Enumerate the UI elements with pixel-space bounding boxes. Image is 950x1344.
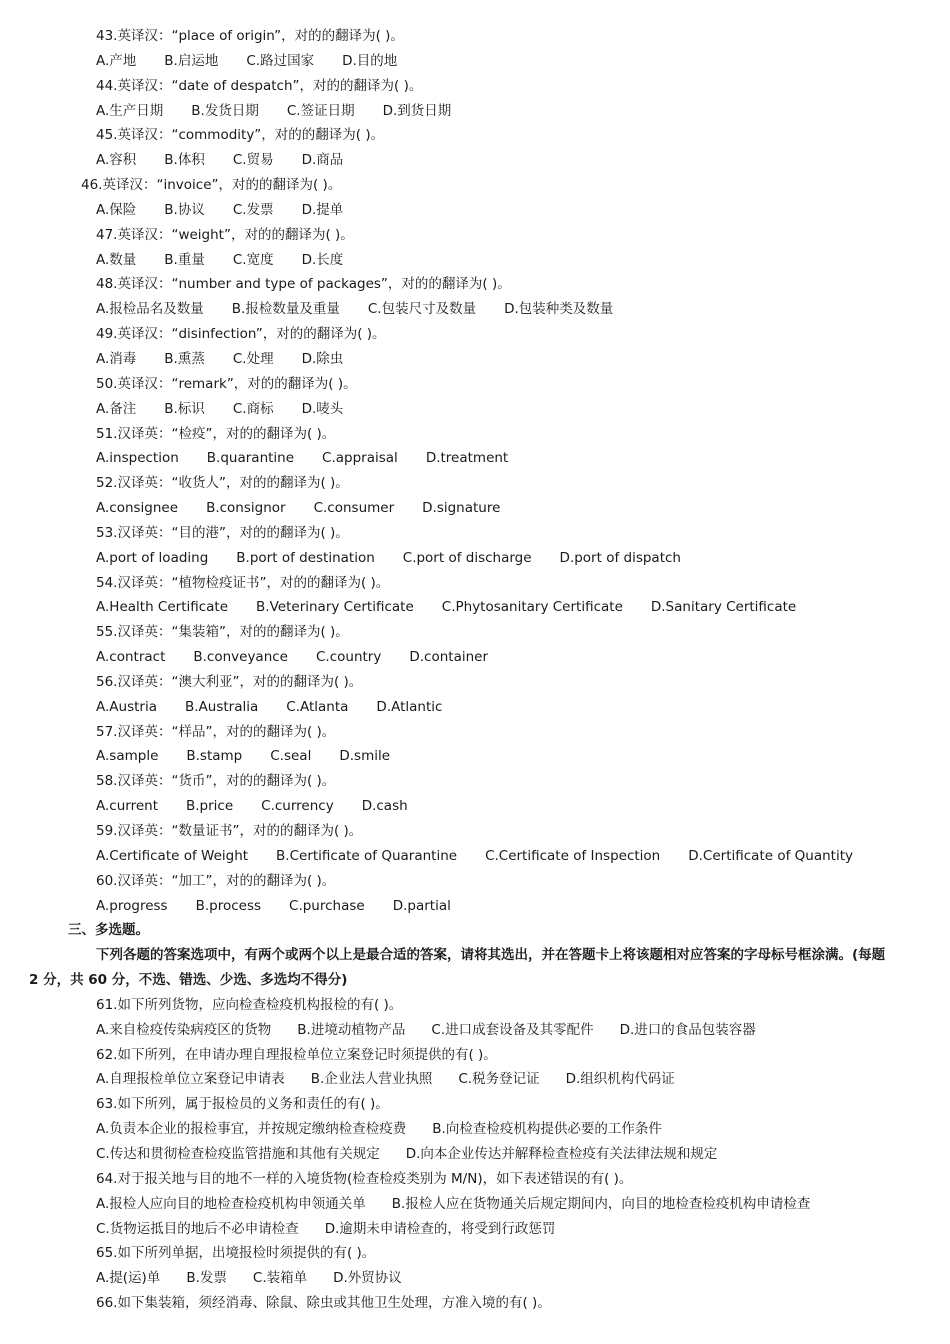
options-row <box>0 1067 950 1092</box>
section-instructions: 下列各题的答案选项中，有两个或两个以上是最合适的答案，请将其选出，并在答题卡上将该题相对应答案的字母标号框涂满。(每题 <box>96 947 886 964</box>
option: C.签证日期 <box>286 102 355 119</box>
options-row <box>0 1117 950 1142</box>
option: B.process <box>195 897 262 914</box>
option: B.向检查检疫机构提供必要的工作条件 <box>432 1121 662 1138</box>
options-row <box>0 397 950 422</box>
option: C.Certificate of Inspection <box>485 847 661 864</box>
options-row <box>0 595 950 620</box>
option: D.提单 <box>301 201 344 218</box>
options-row <box>0 1217 950 1242</box>
option: A.报检人应向目的地检查检疫机构申领通关单 <box>96 1195 366 1212</box>
option: B.port of destination <box>236 549 375 566</box>
option: A.备注 <box>96 400 137 417</box>
option: A.Austria <box>96 698 157 715</box>
question-text: 58.汉译英：“货币”，对的的翻译为( )。 <box>96 773 336 790</box>
option: D.cash <box>361 798 408 815</box>
options-row <box>0 496 950 521</box>
option: B.企业法人营业执照 <box>310 1071 433 1088</box>
option: C.Atlanta <box>286 698 349 715</box>
question-text: 57.汉译英：“样品”，对的的翻译为( )。 <box>96 723 336 740</box>
option: A.数量 <box>96 251 137 268</box>
options-row <box>0 1192 950 1217</box>
option: B.标识 <box>164 400 205 417</box>
question-text: 56.汉译英：“澳大利亚”，对的的翻译为( )。 <box>96 673 363 690</box>
option: B.conveyance <box>193 649 288 666</box>
options-row <box>0 794 950 819</box>
option: D.除虫 <box>301 350 344 367</box>
option: D.Sanitary Certificate <box>650 599 797 616</box>
options-row <box>0 546 950 571</box>
option: C.装箱单 <box>252 1270 308 1287</box>
option: A.inspection <box>96 450 179 467</box>
option: C.包装尺寸及数量 <box>367 301 477 318</box>
option: D.Certificate of Quantity <box>688 847 853 864</box>
option: D.包装种类及数量 <box>504 301 614 318</box>
option: B.报检数量及重量 <box>231 301 340 318</box>
options-row <box>0 446 950 471</box>
option: A.报检品名及数量 <box>96 301 204 318</box>
option: A.消毒 <box>96 350 137 367</box>
option: D.目的地 <box>342 52 398 69</box>
option: C.税务登记证 <box>458 1071 540 1088</box>
option: B.发货日期 <box>191 102 259 119</box>
option: C.商标 <box>232 400 274 417</box>
option: A.consignee <box>96 500 179 517</box>
option: A.Certificate of Weight <box>96 847 249 864</box>
question-text: 63.如下所列，属于报检员的义务和责任的有( )。 <box>96 1096 389 1113</box>
option: B.发票 <box>186 1270 227 1287</box>
option: B.Veterinary Certificate <box>256 599 414 616</box>
option: A.progress <box>96 897 168 914</box>
question-text: 49.英译汉：“disinfection”，对的的翻译为( )。 <box>96 326 386 343</box>
option: C.consumer <box>313 500 395 517</box>
option: A.current <box>96 798 158 815</box>
options-row <box>0 695 950 720</box>
question-text: 65.如下所列单据，出境报检时须提供的有( )。 <box>96 1245 376 1262</box>
question-text: 55.汉译英：“集装箱”，对的的翻译为( )。 <box>96 624 349 641</box>
option: C.purchase <box>289 897 365 914</box>
option: B.Certificate of Quarantine <box>276 847 458 864</box>
option: C.port of discharge <box>402 549 532 566</box>
option: D.唛头 <box>301 400 344 417</box>
option: B.进境动植物产品 <box>297 1021 406 1038</box>
question-text: 51.汉译英：“检疫”，对的的翻译为( )。 <box>96 425 336 442</box>
option: D.treatment <box>425 450 509 467</box>
option: C.贸易 <box>232 152 274 169</box>
section-instructions-cont: 2 分，共 60 分，不选、错选、少选、多选均不得分) <box>29 972 348 989</box>
options-row <box>0 1018 950 1043</box>
section-title: 三、多选题。 <box>68 922 149 939</box>
option: A.sample <box>96 748 159 765</box>
option: C.country <box>316 649 382 666</box>
option: D.向本企业传达并解释检查检疫有关法律法规和规定 <box>405 1145 718 1162</box>
option: A.负责本企业的报检事宜，并按规定缴纳检查检疫费 <box>96 1121 407 1138</box>
option: D.Atlantic <box>376 698 443 715</box>
option: A.容积 <box>96 152 137 169</box>
option: A.来自检疫传染病疫区的货物 <box>96 1021 272 1038</box>
option: D.smile <box>339 748 391 765</box>
option: D.container <box>409 649 489 666</box>
question-text: 43.英译汉：“place of origin”，对的的翻译为( )。 <box>96 28 404 44</box>
question-text: 66.如下集装箱，须经消毒、除鼠、除虫或其他卫生处理，方准入境的有( )。 <box>96 1295 551 1312</box>
options-row <box>0 347 950 372</box>
option: C.appraisal <box>322 450 398 467</box>
options-row <box>0 297 950 322</box>
option: D.到货日期 <box>382 102 452 119</box>
options-row <box>0 248 950 273</box>
question-text: 50.英译汉：“remark”，对的的翻译为( )。 <box>96 375 357 392</box>
option: B.报检人应在货物通关后规定期间内，向目的地检查检疫机构申请检查 <box>391 1195 811 1212</box>
option: D.商品 <box>301 152 344 169</box>
option: B.熏蒸 <box>164 350 205 367</box>
option: B.重量 <box>164 251 205 268</box>
options-row <box>0 1266 950 1291</box>
option: B.price <box>186 798 234 815</box>
option: B.体积 <box>164 152 205 169</box>
option: C.处理 <box>232 350 274 367</box>
options-row <box>0 1142 950 1167</box>
question-text: 62.如下所列，在申请办理自理报检单位立案登记时须提供的有( )。 <box>96 1046 497 1063</box>
option: B.quarantine <box>206 450 295 467</box>
question-text: 52.汉译英：“收货人”，对的的翻译为( )。 <box>96 475 349 492</box>
options-row <box>0 198 950 223</box>
option: B.consignor <box>206 500 286 517</box>
option: B.启运地 <box>164 52 219 69</box>
option: D.partial <box>392 897 451 914</box>
options-row <box>0 99 950 124</box>
option: C.传达和贯彻检查检疫监管措施和其他有关规定 <box>96 1145 380 1162</box>
question-text: 48.英译汉：“number and type of packages”，对的的翻译为( )。 <box>96 276 511 293</box>
option: C.发票 <box>232 201 274 218</box>
option: C.进口成套设备及其零配件 <box>431 1021 594 1038</box>
option: A.提(运)单 <box>96 1270 161 1287</box>
question-text: 60.汉译英：“加工”，对的的翻译为( )。 <box>96 872 336 889</box>
question-text: 53.汉译英：“目的港”，对的的翻译为( )。 <box>96 524 349 541</box>
question-text: 45.英译汉：“commodity”，对的的翻译为( )。 <box>96 127 385 144</box>
option: D.signature <box>422 500 501 517</box>
exam-document <box>0 24 950 1316</box>
option: D.组织机构代码证 <box>565 1071 675 1088</box>
option: D.外贸协议 <box>333 1270 402 1287</box>
question-text: 44.英译汉：“date of despatch”，对的的翻译为( )。 <box>96 77 423 94</box>
question-text: 47.英译汉：“weight”，对的的翻译为( )。 <box>96 226 354 243</box>
option: C.currency <box>261 798 334 815</box>
question-text: 64.对于报关地与目的地不一样的入境货物(检查检疫类别为 M/N)，如下表述错误的有( )。 <box>96 1170 633 1187</box>
options-row <box>0 844 950 869</box>
question-text: 61.如下所列货物，应向检查检疫机构报检的有( )。 <box>96 996 403 1013</box>
option: D.port of dispatch <box>559 549 681 566</box>
options-row <box>0 49 950 74</box>
question-text: 46.英译汉：“invoice”，对的的翻译为( )。 <box>81 177 342 194</box>
option: A.生产日期 <box>96 102 164 119</box>
option: C.seal <box>270 748 312 765</box>
option: A.port of loading <box>96 549 209 566</box>
option: D.进口的食品包装容器 <box>619 1021 756 1038</box>
options-row <box>0 894 950 919</box>
question-text: 54.汉译英：“植物检疫证书”，对的的翻译为( )。 <box>96 574 390 591</box>
option: B.协议 <box>164 201 205 218</box>
option: B.stamp <box>186 748 243 765</box>
option: A.自理报检单位立案登记申请表 <box>96 1071 285 1088</box>
options-row <box>0 148 950 173</box>
option: A.产地 <box>96 52 137 69</box>
options-row <box>0 645 950 670</box>
option: C.Phytosanitary Certificate <box>441 599 623 616</box>
options-row <box>0 744 950 769</box>
option: A.保险 <box>96 201 137 218</box>
option: C.宽度 <box>232 251 274 268</box>
option: C.路过国家 <box>246 52 315 69</box>
option: C.货物运抵目的地后不必申请检查 <box>96 1220 299 1237</box>
option: A.Health Certificate <box>96 599 229 616</box>
option: D.长度 <box>301 251 344 268</box>
option: B.Australia <box>184 698 259 715</box>
option: A.contract <box>96 649 166 666</box>
option: D.逾期未申请检查的，将受到行政惩罚 <box>324 1220 556 1237</box>
question-text: 59.汉译英：“数量证书”，对的的翻译为( )。 <box>96 823 363 839</box>
